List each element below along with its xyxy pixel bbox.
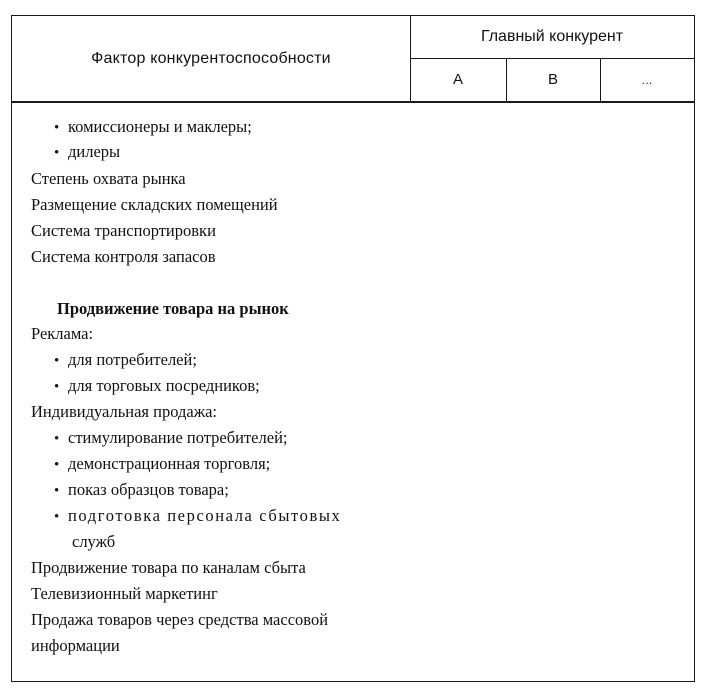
list-item: Продажа товаров через средства массовой bbox=[31, 610, 329, 629]
list-item: • для торговых посредников; bbox=[54, 376, 260, 397]
list-item: • показ образцов товара; bbox=[54, 480, 229, 501]
header-factor: Фактор конкурентоспособности bbox=[12, 16, 411, 101]
list-item: Телевизионный маркетинг bbox=[31, 584, 218, 603]
list-item: Реклама: bbox=[31, 324, 94, 343]
section-heading: Продвижение товара на рынок bbox=[57, 299, 289, 318]
list-item: • подготовка персонала сбытовых bbox=[54, 506, 341, 527]
list-item: Индивидуальная продажа: bbox=[31, 402, 217, 421]
header-column-b: B bbox=[506, 58, 601, 101]
list-item: Система контроля запасов bbox=[31, 247, 216, 266]
list-item: Размещение складских помещений bbox=[31, 195, 278, 214]
list-item: Продвижение товара по каналам сбыта bbox=[31, 558, 306, 577]
list-item: • комиссионеры и маклеры; bbox=[54, 117, 252, 138]
list-item: • дилеры bbox=[54, 142, 120, 163]
list-item: • демонстрационная торговля; bbox=[54, 454, 270, 475]
header-column-more: ... bbox=[641, 72, 653, 87]
competitiveness-table bbox=[11, 15, 695, 682]
list-item-continuation: служб bbox=[72, 532, 116, 551]
header-main-competitor: Главный конкурент bbox=[410, 16, 694, 59]
list-item: • для потребителей; bbox=[54, 350, 197, 371]
list-item: Степень охвата рынка bbox=[31, 169, 186, 188]
list-item: • стимулирование потребителей; bbox=[54, 428, 287, 449]
header-column-a: A bbox=[410, 58, 507, 101]
list-item: информации bbox=[31, 636, 120, 655]
table-header bbox=[12, 16, 694, 103]
list-item: Система транспортировки bbox=[31, 221, 216, 240]
